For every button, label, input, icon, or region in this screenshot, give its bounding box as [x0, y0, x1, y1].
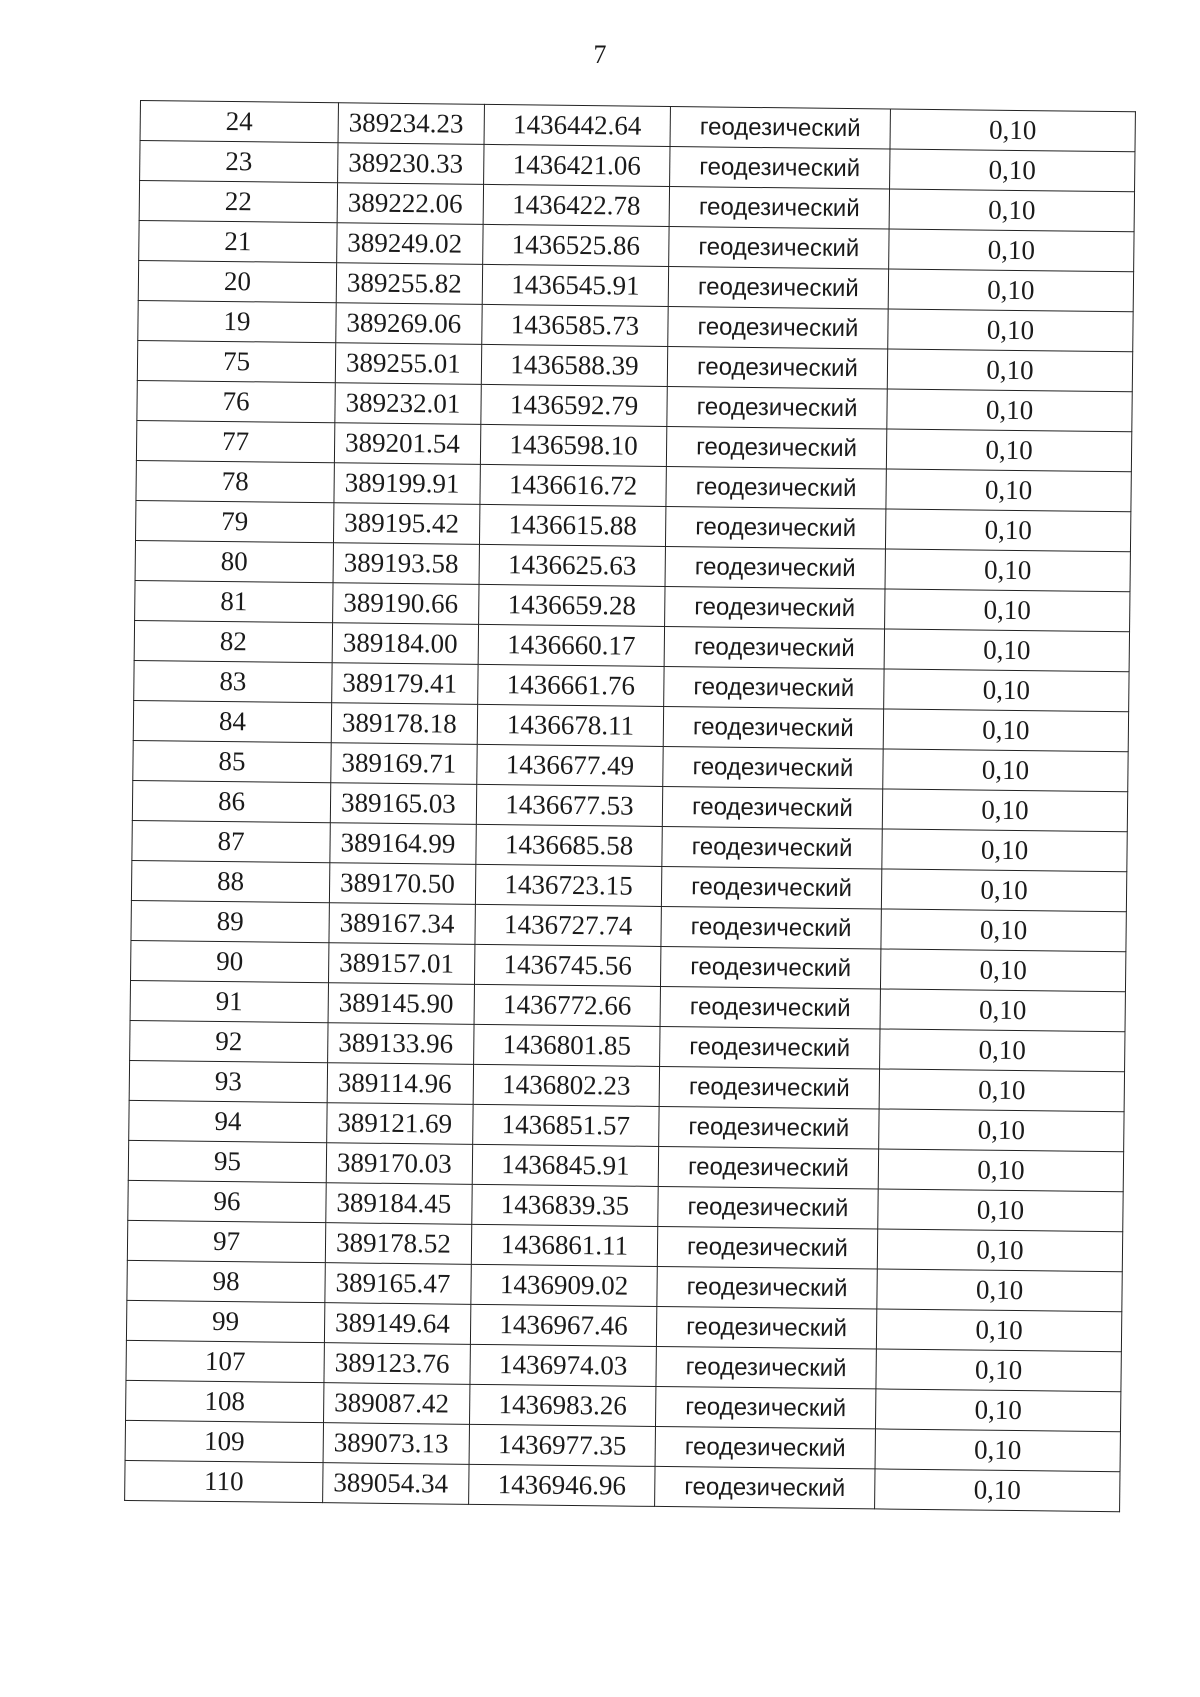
- y-coordinate-cell: 1436727.74: [475, 904, 661, 946]
- accuracy-cell: 0,10: [887, 389, 1132, 432]
- method-cell: геодезический: [664, 626, 884, 668]
- point-number-cell: 91: [130, 980, 328, 1022]
- y-coordinate-cell: 1436661.76: [478, 664, 664, 706]
- accuracy-cell: 0,10: [880, 949, 1125, 992]
- accuracy-cell: 0,10: [881, 869, 1126, 912]
- method-cell: геодезический: [662, 826, 882, 868]
- point-number-cell: 23: [140, 141, 338, 183]
- point-number-cell: 80: [135, 540, 333, 582]
- point-number-cell: 19: [138, 300, 336, 342]
- y-coordinate-cell: 1436861.11: [471, 1224, 657, 1266]
- y-coordinate-cell: 1436545.91: [482, 264, 668, 306]
- point-number-cell: 98: [127, 1260, 325, 1302]
- method-cell: геодезический: [655, 1426, 875, 1468]
- accuracy-cell: 0,10: [883, 749, 1128, 792]
- point-number-cell: 110: [125, 1460, 323, 1502]
- method-cell: геодезический: [668, 267, 888, 309]
- accuracy-cell: 0,10: [884, 629, 1129, 672]
- accuracy-cell: 0,10: [875, 1469, 1120, 1512]
- accuracy-cell: 0,10: [880, 1029, 1125, 1072]
- accuracy-cell: 0,10: [882, 789, 1127, 832]
- x-coordinate-cell: 389054.34: [323, 1463, 469, 1505]
- y-coordinate-cell: 1436525.86: [483, 224, 669, 266]
- accuracy-cell: 0,10: [876, 1309, 1121, 1352]
- method-cell: геодезический: [660, 1026, 880, 1068]
- y-coordinate-cell: 1436659.28: [479, 584, 665, 626]
- y-coordinate-cell: 1436677.53: [476, 784, 662, 826]
- accuracy-cell: 0,10: [885, 509, 1130, 552]
- coordinates-table: [124, 100, 1136, 1512]
- point-number-cell: 93: [129, 1060, 327, 1102]
- accuracy-cell: 0,10: [879, 1109, 1124, 1152]
- point-number-cell: 96: [128, 1180, 326, 1222]
- method-cell: геодезический: [658, 1186, 878, 1228]
- method-cell: геодезический: [667, 387, 887, 429]
- x-coordinate-cell: 389170.50: [329, 863, 475, 905]
- point-number-cell: 97: [127, 1220, 325, 1262]
- point-number-cell: 24: [140, 101, 338, 143]
- y-coordinate-cell: 1436660.17: [478, 624, 664, 666]
- method-cell: геодезический: [666, 426, 886, 468]
- point-number-cell: 21: [139, 220, 337, 262]
- x-coordinate-cell: 389178.18: [331, 703, 477, 745]
- method-cell: геодезический: [656, 1306, 876, 1348]
- accuracy-cell: 0,10: [878, 1149, 1123, 1192]
- x-coordinate-cell: 389195.42: [333, 503, 479, 545]
- accuracy-cell: 0,10: [888, 309, 1133, 352]
- coordinates-table-container: [124, 100, 1135, 1512]
- point-number-cell: 88: [131, 860, 329, 902]
- x-coordinate-cell: 389201.54: [334, 423, 480, 465]
- y-coordinate-cell: 1436983.26: [469, 1384, 655, 1426]
- method-cell: геодезический: [661, 906, 881, 948]
- accuracy-cell: 0,10: [888, 269, 1133, 312]
- y-coordinate-cell: 1436678.11: [477, 704, 663, 746]
- y-coordinate-cell: 1436442.64: [484, 104, 670, 146]
- x-coordinate-cell: 389178.52: [325, 1223, 471, 1265]
- y-coordinate-cell: 1436745.56: [474, 944, 660, 986]
- point-number-cell: 76: [137, 380, 335, 422]
- point-number-cell: 79: [136, 500, 334, 542]
- point-number-cell: 107: [126, 1340, 324, 1382]
- method-cell: геодезический: [664, 666, 884, 708]
- point-number-cell: 84: [133, 700, 331, 742]
- method-cell: геодезический: [656, 1346, 876, 1388]
- y-coordinate-cell: 1436723.15: [475, 864, 661, 906]
- method-cell: геодезический: [663, 706, 883, 748]
- y-coordinate-cell: 1436839.35: [472, 1184, 658, 1226]
- accuracy-cell: 0,10: [886, 469, 1131, 512]
- point-number-cell: 83: [134, 660, 332, 702]
- x-coordinate-cell: 389167.34: [329, 903, 475, 945]
- point-number-cell: 108: [126, 1380, 324, 1422]
- method-cell: геодезический: [665, 546, 885, 588]
- x-coordinate-cell: 389073.13: [323, 1423, 469, 1465]
- y-coordinate-cell: 1436422.78: [483, 184, 669, 226]
- y-coordinate-cell: 1436685.58: [476, 824, 662, 866]
- x-coordinate-cell: 389164.99: [330, 823, 476, 865]
- x-coordinate-cell: 389184.00: [332, 623, 478, 665]
- y-coordinate-cell: 1436801.85: [474, 1024, 660, 1066]
- accuracy-cell: 0,10: [887, 349, 1132, 392]
- x-coordinate-cell: 389193.58: [333, 543, 479, 585]
- accuracy-cell: 0,10: [878, 1189, 1123, 1232]
- method-cell: геодезический: [670, 107, 890, 149]
- method-cell: геодезический: [669, 227, 889, 269]
- x-coordinate-cell: 389255.82: [336, 263, 482, 305]
- y-coordinate-cell: 1436974.03: [470, 1344, 656, 1386]
- page-number: 7: [593, 40, 607, 69]
- x-coordinate-cell: 389123.76: [324, 1343, 470, 1385]
- method-cell: геодезический: [655, 1466, 875, 1508]
- x-coordinate-cell: 389232.01: [335, 383, 481, 425]
- y-coordinate-cell: 1436616.72: [480, 464, 666, 506]
- point-number-cell: 109: [125, 1420, 323, 1462]
- y-coordinate-cell: 1436909.02: [471, 1264, 657, 1306]
- accuracy-cell: 0,10: [875, 1429, 1120, 1472]
- point-number-cell: 89: [131, 900, 329, 942]
- y-coordinate-cell: 1436845.91: [472, 1144, 658, 1186]
- point-number-cell: 94: [129, 1100, 327, 1142]
- point-number-cell: 87: [132, 820, 330, 862]
- accuracy-cell: 0,10: [877, 1229, 1122, 1272]
- accuracy-cell: 0,10: [880, 989, 1125, 1032]
- accuracy-cell: 0,10: [890, 149, 1135, 192]
- point-number-cell: 22: [139, 181, 337, 223]
- accuracy-cell: 0,10: [879, 1069, 1124, 1112]
- x-coordinate-cell: 389230.33: [338, 143, 484, 185]
- x-coordinate-cell: 389121.69: [327, 1103, 473, 1145]
- method-cell: геодезический: [661, 866, 881, 908]
- method-cell: геодезический: [667, 347, 887, 389]
- accuracy-cell: 0,10: [881, 909, 1126, 952]
- y-coordinate-cell: 1436625.63: [479, 544, 665, 586]
- y-coordinate-cell: 1436421.06: [484, 144, 670, 186]
- point-number-cell: 85: [133, 740, 331, 782]
- accuracy-cell: 0,10: [889, 229, 1134, 272]
- method-cell: геодезический: [662, 786, 882, 828]
- point-number-cell: 92: [130, 1020, 328, 1062]
- accuracy-cell: 0,10: [877, 1269, 1122, 1312]
- x-coordinate-cell: 389190.66: [333, 583, 479, 625]
- method-cell: геодезический: [659, 1106, 879, 1148]
- method-cell: геодезический: [655, 1386, 875, 1428]
- y-coordinate-cell: 1436802.23: [473, 1064, 659, 1106]
- point-number-cell: 86: [132, 780, 330, 822]
- x-coordinate-cell: 389087.42: [324, 1383, 470, 1425]
- method-cell: геодезический: [657, 1266, 877, 1308]
- method-cell: геодезический: [666, 466, 886, 508]
- x-coordinate-cell: 389149.64: [324, 1303, 470, 1345]
- y-coordinate-cell: 1436677.49: [477, 744, 663, 786]
- y-coordinate-cell: 1436598.10: [480, 424, 666, 466]
- accuracy-cell: 0,10: [883, 709, 1128, 752]
- y-coordinate-cell: 1436772.66: [474, 984, 660, 1026]
- x-coordinate-cell: 389199.91: [334, 463, 480, 505]
- accuracy-cell: 0,10: [885, 549, 1130, 592]
- point-number-cell: 95: [128, 1140, 326, 1182]
- y-coordinate-cell: 1436615.88: [479, 504, 665, 546]
- method-cell: геодезический: [659, 1066, 879, 1108]
- method-cell: геодезический: [657, 1226, 877, 1268]
- x-coordinate-cell: 389269.06: [336, 303, 482, 345]
- accuracy-cell: 0,10: [889, 189, 1134, 232]
- x-coordinate-cell: 389165.47: [325, 1263, 471, 1305]
- y-coordinate-cell: 1436851.57: [473, 1104, 659, 1146]
- x-coordinate-cell: 389169.71: [331, 743, 477, 785]
- method-cell: геодезический: [660, 946, 880, 988]
- x-coordinate-cell: 389179.41: [332, 663, 478, 705]
- method-cell: геодезический: [660, 986, 880, 1028]
- x-coordinate-cell: 389234.23: [338, 103, 484, 145]
- x-coordinate-cell: 389170.03: [326, 1143, 472, 1185]
- y-coordinate-cell: 1436588.39: [481, 344, 667, 386]
- accuracy-cell: 0,10: [885, 589, 1130, 632]
- method-cell: геодезический: [670, 147, 890, 189]
- point-number-cell: 81: [135, 580, 333, 622]
- x-coordinate-cell: 389114.96: [327, 1063, 473, 1105]
- method-cell: геодезический: [668, 307, 888, 349]
- accuracy-cell: 0,10: [890, 109, 1135, 152]
- accuracy-cell: 0,10: [882, 829, 1127, 872]
- point-number-cell: 75: [137, 340, 335, 382]
- y-coordinate-cell: 1436967.46: [470, 1304, 656, 1346]
- x-coordinate-cell: 389249.02: [337, 223, 483, 265]
- point-number-cell: 78: [136, 460, 334, 502]
- x-coordinate-cell: 389145.90: [328, 983, 474, 1025]
- accuracy-cell: 0,10: [884, 669, 1129, 712]
- y-coordinate-cell: 1436592.79: [481, 384, 667, 426]
- method-cell: геодезический: [658, 1146, 878, 1188]
- y-coordinate-cell: 1436946.96: [469, 1464, 655, 1506]
- method-cell: геодезический: [665, 506, 885, 548]
- point-number-cell: 82: [134, 620, 332, 662]
- method-cell: геодезический: [663, 746, 883, 788]
- y-coordinate-cell: 1436585.73: [482, 304, 668, 346]
- x-coordinate-cell: 389133.96: [328, 1023, 474, 1065]
- method-cell: геодезический: [669, 187, 889, 229]
- point-number-cell: 90: [131, 940, 329, 982]
- coordinates-table-body: [125, 101, 1136, 1512]
- x-coordinate-cell: 389255.01: [335, 343, 481, 385]
- x-coordinate-cell: 389184.45: [326, 1183, 472, 1225]
- x-coordinate-cell: 389165.03: [330, 783, 476, 825]
- accuracy-cell: 0,10: [875, 1389, 1120, 1432]
- point-number-cell: 77: [136, 420, 334, 462]
- point-number-cell: 20: [138, 260, 336, 302]
- x-coordinate-cell: 389157.01: [328, 943, 474, 985]
- method-cell: геодезический: [665, 586, 885, 628]
- y-coordinate-cell: 1436977.35: [469, 1424, 655, 1466]
- accuracy-cell: 0,10: [886, 429, 1131, 472]
- x-coordinate-cell: 389222.06: [337, 183, 483, 225]
- accuracy-cell: 0,10: [876, 1349, 1121, 1392]
- point-number-cell: 99: [126, 1300, 324, 1342]
